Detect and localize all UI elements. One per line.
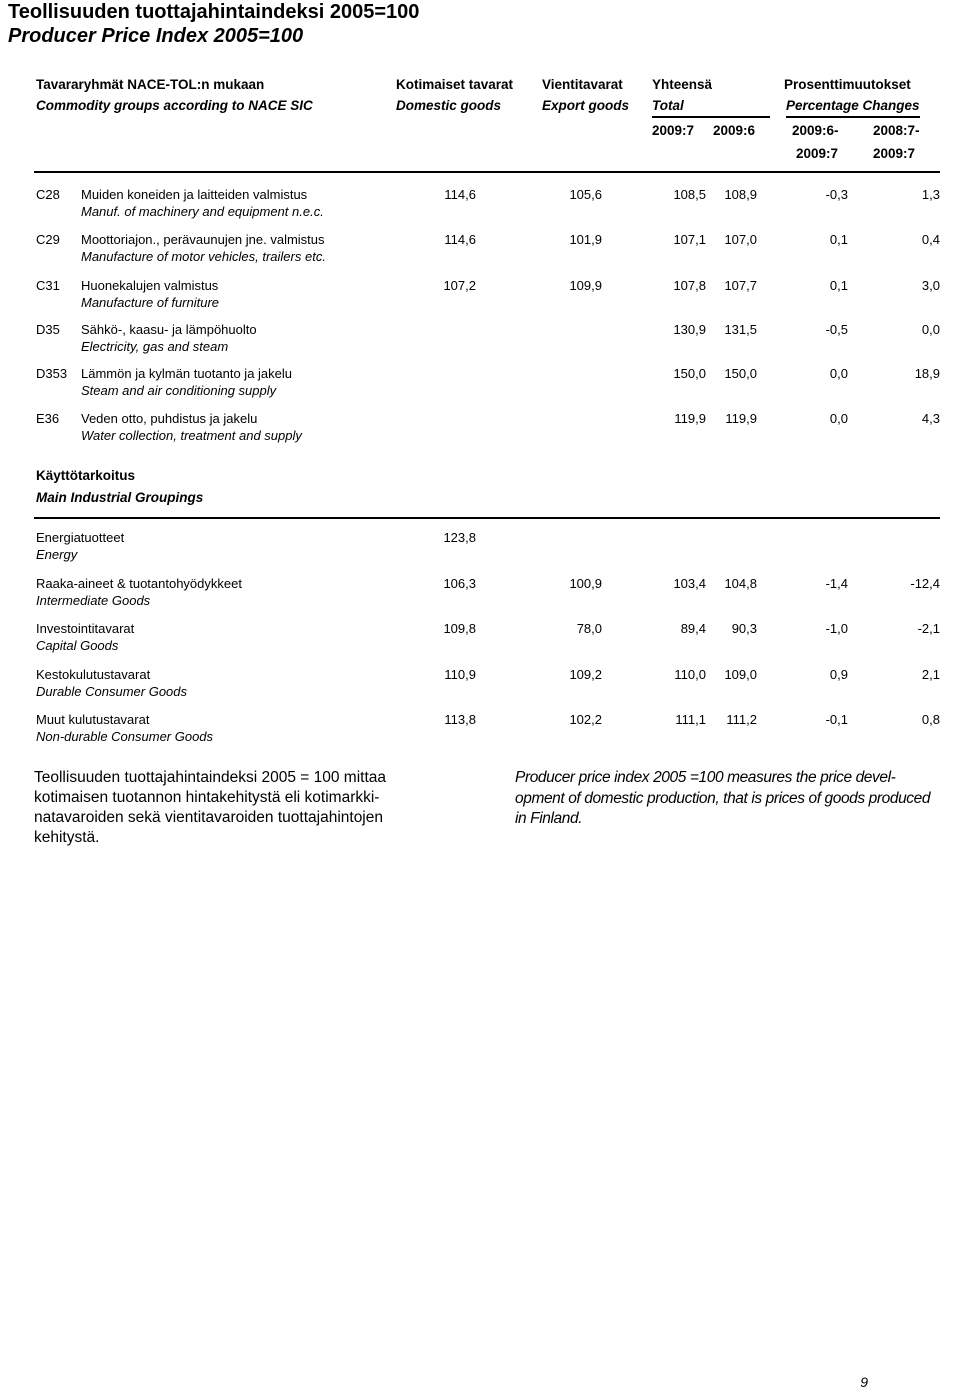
group-value: -2,1: [917, 621, 940, 636]
row-value: -0,3: [825, 187, 848, 202]
row-value: 107,0: [724, 232, 757, 247]
header-col-pct-2b: 2009:7: [873, 146, 916, 161]
group-value: 90,3: [731, 621, 757, 636]
header-export-en: Export goods: [542, 98, 629, 113]
header-pct-en: Percentage Changes: [786, 98, 920, 113]
group-value: 110,0: [674, 667, 706, 682]
row-label-fi: Veden otto, puhdistus ja jakelu: [81, 411, 258, 426]
row-label-fi: Lämmön ja kylmän tuotanto ja jakelu: [81, 366, 293, 381]
row-value: 18,9: [914, 366, 940, 381]
group-label-fi: Energiatuotteet: [36, 530, 125, 545]
row-label-fi: Sähkö-, kaasu- ja lämpöhuolto: [81, 322, 257, 337]
row-value: 0,0: [829, 366, 848, 381]
row-value: 114,6: [444, 187, 476, 202]
group-value: -1,4: [825, 576, 848, 591]
row-value: 0,1: [829, 278, 848, 293]
header-domestic-fi: Kotimaiset tavarat: [396, 77, 514, 92]
group-value: 110,9: [444, 667, 476, 682]
row-code: C31: [36, 278, 60, 293]
header-col-total-1: 2009:7: [652, 123, 695, 138]
group-value: 89,4: [680, 621, 706, 636]
row-value: 131,5: [724, 322, 757, 337]
row-code: D353: [36, 366, 68, 381]
group-label-en: Intermediate Goods: [36, 593, 151, 608]
group-value: 104,8: [724, 576, 757, 591]
group-value: 78,0: [576, 621, 602, 636]
row-label-en: Manufacture of furniture: [81, 295, 220, 310]
group-value: 123,8: [443, 530, 476, 545]
row-value: 0,1: [829, 232, 848, 247]
group-value: -1,0: [825, 621, 848, 636]
group-label-fi: Raaka-aineet & tuotantohyödykkeet: [36, 576, 242, 591]
row-value: 105,6: [569, 187, 602, 202]
group-label-fi: Investointitavarat: [36, 621, 135, 636]
group-value: 109,2: [569, 667, 602, 682]
row-label-fi: Moottoriajon., perävaunujen jne. valmistus: [81, 232, 325, 247]
row-value: 108,9: [724, 187, 757, 202]
group-value: 103,4: [673, 576, 706, 591]
footnote-fi: Teollisuuden tuottajahintaindeksi 2005 = 100 mittaa kotimaisen tuotannon hintakehitystä eli kotimarkki-natavaroiden sekä vientitavaroiden tuottajahintojen kehitystä.: [34, 769, 387, 846]
group-value: 109,8: [443, 621, 476, 636]
header-pct-fi: Prosenttimuutokset: [784, 77, 911, 92]
header-groups-fi: Tavararyhmät NACE-TOL:n mukaan: [36, 77, 265, 92]
row-code: D35: [36, 322, 60, 337]
header-underline-pct: [786, 116, 920, 118]
row-label-fi: Muiden koneiden ja laitteiden valmistus: [81, 187, 308, 202]
row-value: 0,4: [921, 232, 940, 247]
row-value: 130,9: [673, 322, 706, 337]
row-value: 107,1: [673, 232, 706, 247]
row-value: 108,5: [673, 187, 706, 202]
page-number: 9: [860, 1374, 868, 1390]
group-label-en: Durable Consumer Goods: [36, 684, 188, 699]
page-title: Teollisuuden tuottajahintaindeksi 2005=100: [8, 1, 420, 23]
header-domestic-en: Domestic goods: [396, 98, 502, 113]
group-value: 109,0: [724, 667, 757, 682]
group-label-fi: Muut kulutustavarat: [36, 712, 150, 727]
row-value: 0,0: [829, 411, 848, 426]
header-col-total-2: 2009:6: [713, 123, 756, 138]
row-label-en: Manuf. of machinery and equipment n.e.c.: [81, 204, 324, 219]
group-value: 0,9: [829, 667, 848, 682]
row-value: 4,3: [921, 411, 940, 426]
row-value: 119,9: [725, 411, 757, 426]
row-value: 107,7: [724, 278, 757, 293]
row-label-fi: Huonekalujen valmistus: [81, 278, 219, 293]
header-total-fi: Yhteensä: [652, 77, 713, 92]
row-value: 107,2: [443, 278, 476, 293]
header-total-en: Total: [652, 98, 684, 113]
row-label-en: Steam and air conditioning supply: [81, 383, 277, 398]
page-subtitle: Producer Price Index 2005=100: [8, 25, 304, 47]
row-label-en: Water collection, treatment and supply: [81, 428, 302, 443]
section-rule: [34, 517, 940, 519]
group-value: -12,4: [910, 576, 940, 591]
group-value: 111,1: [675, 712, 706, 727]
row-value: 150,0: [724, 366, 757, 381]
row-code: C28: [36, 187, 60, 202]
group-label-en: Energy: [36, 547, 78, 562]
header-underline-total: [652, 116, 770, 118]
header-rule: [34, 171, 940, 173]
row-label-en: Manufacture of motor vehicles, trailers etc.: [81, 249, 326, 264]
group-value: 2,1: [921, 667, 940, 682]
row-value: 114,6: [444, 232, 476, 247]
group-value: 113,8: [444, 712, 476, 727]
header-export-fi: Vientitavarat: [542, 77, 623, 92]
row-value: 150,0: [673, 366, 706, 381]
row-label-en: Electricity, gas and steam: [81, 339, 229, 354]
header-col-pct-1a: 2009:6-: [792, 123, 839, 138]
group-value: 106,3: [443, 576, 476, 591]
section-title-en: Main Industrial Groupings: [36, 490, 204, 505]
group-value: 100,9: [569, 576, 602, 591]
group-value: 111,2: [726, 712, 757, 727]
group-label-en: Non-durable Consumer Goods: [36, 729, 214, 744]
row-value: 119,9: [674, 411, 706, 426]
row-code: C29: [36, 232, 60, 247]
header-col-pct-2a: 2008:7-: [873, 123, 920, 138]
footnote-en: Producer price index 2005 =100 measures the price devel-opment of domestic production, that is prices of goods produced in Finland.: [515, 769, 931, 827]
row-value: 3,0: [921, 278, 940, 293]
header-groups-en: Commodity groups according to NACE SIC: [36, 98, 313, 113]
row-value: -0,5: [825, 322, 848, 337]
row-value: 1,3: [921, 187, 940, 202]
group-label-en: Capital Goods: [36, 638, 119, 653]
header-col-pct-1b: 2009:7: [796, 146, 839, 161]
row-value: 0,0: [921, 322, 940, 337]
row-value: 101,9: [569, 232, 602, 247]
row-code: E36: [36, 411, 60, 426]
group-value: -0,1: [825, 712, 848, 727]
section-title-fi: Käyttötarkoitus: [36, 468, 136, 483]
row-value: 107,8: [673, 278, 706, 293]
row-value: 109,9: [569, 278, 602, 293]
group-label-fi: Kestokulutustavarat: [36, 667, 151, 682]
group-value: 102,2: [569, 712, 602, 727]
group-value: 0,8: [921, 712, 940, 727]
